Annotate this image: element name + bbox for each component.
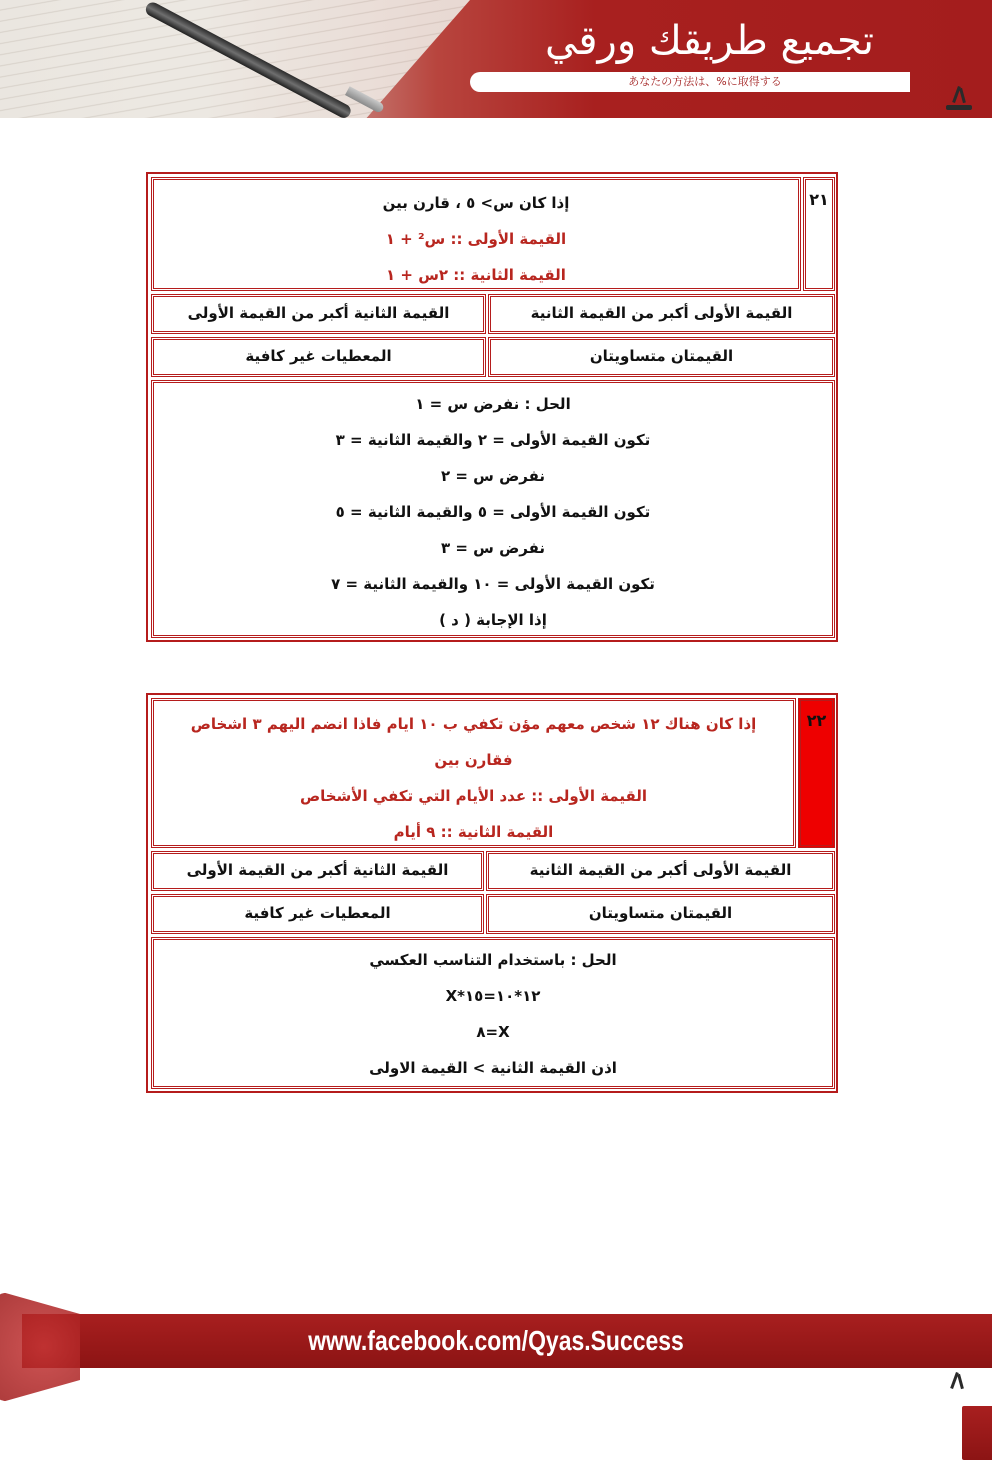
question-line: إذا كان س> ٥ ، قارن بين	[382, 194, 570, 212]
question-text	[151, 698, 796, 848]
solution-equation: ١٢*١٠=١٥*X	[445, 987, 541, 1005]
banner-title: تجميع طريقك ورقي	[545, 18, 874, 64]
option-a[interactable]: القيمة الأولى أكبر من القيمة الثانية	[488, 294, 835, 334]
option-d[interactable]: المعطيات غير كافية	[151, 337, 486, 377]
facebook-link[interactable]: www.facebook.com/Qyas.Success	[308, 1325, 684, 1356]
brand-logo-icon	[942, 84, 976, 110]
solution-line: نفرض س = ٢	[440, 467, 546, 485]
option-c[interactable]: القيمتان متساويتان	[488, 337, 835, 377]
solution-line: تكون القيمة الأولى = ٥ والقيمة الثانية = ٥	[335, 503, 651, 521]
question-number: ٢٢	[798, 698, 835, 848]
option-b[interactable]: القيمة الثانية أكبر من القيمة الأولى	[151, 294, 486, 334]
footer-swoosh	[0, 1292, 80, 1402]
header-banner	[0, 0, 992, 118]
solution-line: تكون القيمة الأولى = ٢ والقيمة الثانية = ٣	[335, 431, 651, 449]
banner-subtitle: あなたの方法は、%に取得する	[628, 75, 782, 88]
solution-line: الحل : نفرض س = ١	[415, 395, 571, 413]
option-c[interactable]: القيمتان متساويتان	[486, 894, 835, 934]
question-block-21	[146, 172, 838, 642]
brand-logo-icon	[940, 1370, 974, 1396]
question-line: القيمة الأولى :: س² + ١	[385, 230, 567, 248]
question-line: القيمة الثانية :: ٢س + ١	[386, 266, 566, 284]
option-a[interactable]: القيمة الأولى أكبر من القيمة الثانية	[486, 851, 835, 891]
question-text	[151, 177, 801, 291]
question-line: إذا كان هناك ١٢ شخص معهم مؤن تكفي ب ١٠ ايام فاذا انضم اليهم ٣ اشخاص	[190, 715, 757, 733]
solution-line: الحل : باستخدام التناسب العكسي	[369, 951, 617, 969]
option-d[interactable]: المعطيات غير كافية	[151, 894, 484, 934]
solution-conclusion: اذن القيمة الثانية > القيمة الاولى	[369, 1059, 617, 1077]
footer-banner	[0, 1278, 992, 1403]
question-line: القيمة الثانية :: ٩ أيام	[393, 823, 554, 841]
solution-equation: X=٨	[476, 1023, 510, 1041]
question-line: القيمة الأولى :: عدد الأيام التي تكفي الأشخاص	[299, 787, 648, 805]
question-line: فقارن بين	[434, 751, 513, 769]
solution-box	[151, 937, 835, 1089]
option-b[interactable]: القيمة الثانية أكبر من القيمة الأولى	[151, 851, 484, 891]
solution-line: نفرض س = ٣	[440, 539, 546, 557]
solution-box	[151, 380, 835, 638]
question-number: ٢١	[803, 177, 835, 291]
solution-line: تكون القيمة الأولى = ١٠ والقيمة الثانية = ٧	[331, 575, 655, 593]
solution-answer: إذا الإجابة ( د )	[439, 611, 547, 629]
question-block-22	[146, 693, 838, 1093]
